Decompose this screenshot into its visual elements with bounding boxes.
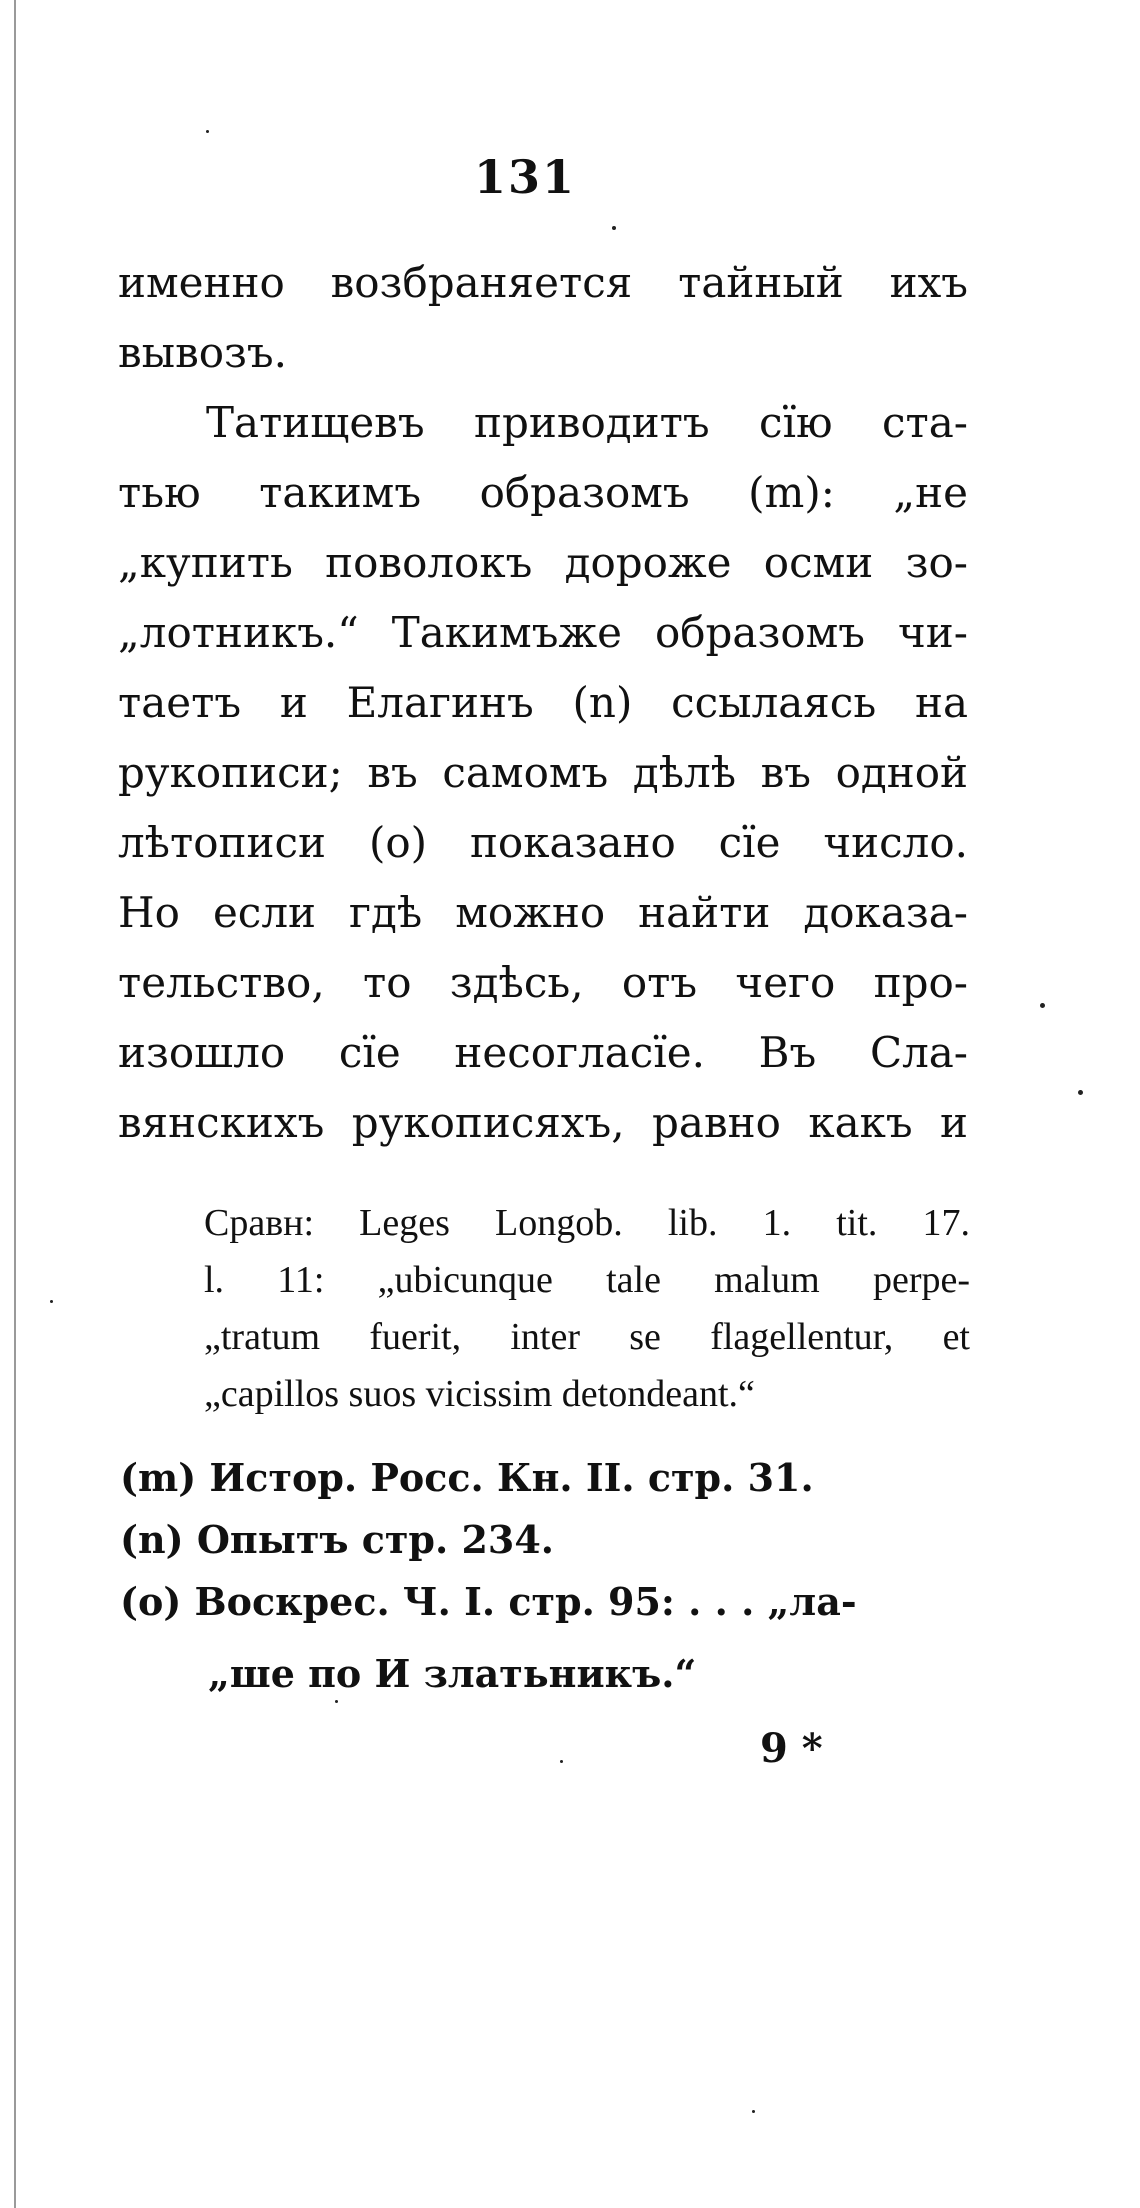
print-speck [50, 1300, 53, 1303]
text-line: „купить поволокъ дороже осми зо- [118, 538, 968, 587]
print-speck [560, 1760, 563, 1763]
text-line: именно возбраняется тайный ихъ [118, 258, 968, 307]
text-line: Татищевъ приводитъ сїю ста- [206, 398, 968, 447]
text-line: рукописи; въ самомъ дѣлѣ въ одной [118, 748, 968, 797]
footnote-line: „capillos suos vicissim detondeant.“ [204, 1373, 755, 1415]
text-line: таетъ и Елагинъ (n) ссылаясь на [118, 678, 968, 727]
footnote-line: l. 11: „ubicunque tale malum perpe- [204, 1259, 970, 1301]
footnote-line: Сравн: Leges Longob. lib. 1. tit. 17. [204, 1202, 970, 1244]
text-line: вянскихъ рукописяхъ, равно какъ и [118, 1098, 968, 1147]
signature-mark: 9 * [760, 1725, 823, 1772]
text-line: вывозъ. [118, 328, 287, 377]
footnote-ref-o-continuation: „ше по И златьникъ.“ [208, 1651, 697, 1696]
page-number: 131 [473, 150, 577, 204]
footnote-ref-o: (o) Воскрес. Ч. I. стр. 95: . . . „ла- [120, 1579, 857, 1624]
print-speck [1078, 1090, 1083, 1095]
text-line: Но если гдѣ можно найти доказа- [118, 888, 968, 937]
text-line: изошло сїе несогласїе. Въ Сла- [118, 1028, 968, 1077]
print-speck [752, 2110, 755, 2113]
text-line: тельство, то здѣсь, отъ чего про- [118, 958, 968, 1007]
footnote-ref-n: (n) Опытъ стр. 234. [120, 1517, 555, 1562]
print-speck [1040, 1003, 1045, 1008]
footnote-line: „tratum fuerit, inter se flagellentur, et [204, 1316, 970, 1358]
text-line: тью такимъ образомъ (m): „не [118, 468, 968, 517]
print-speck [206, 130, 209, 133]
main-text-block [118, 248, 968, 1158]
page-edge-line [14, 0, 16, 2208]
print-speck [612, 226, 616, 230]
print-speck [335, 1700, 338, 1703]
footnotes-block [120, 1195, 970, 1702]
footnote-ref-m: (m) Истор. Росс. Кн. II. стр. 31. [120, 1455, 814, 1500]
text-line: лѣтописи (o) показано сїе число. [118, 818, 968, 867]
text-line: „лотникъ.“ Такимъже образомъ чи- [118, 608, 968, 657]
